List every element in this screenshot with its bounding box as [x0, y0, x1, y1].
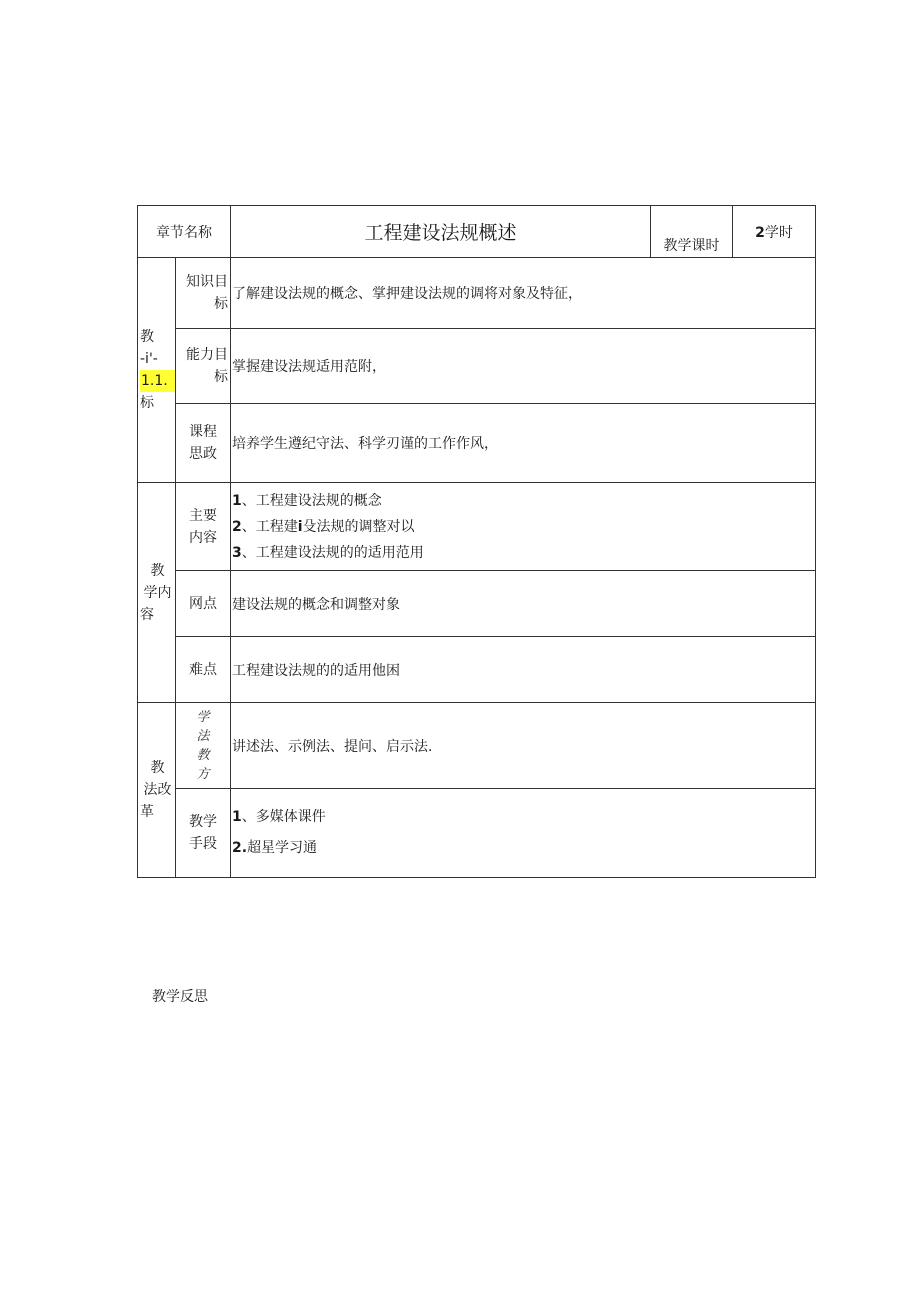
content-row-main: [138, 483, 816, 571]
chapter-title: 工程建设法规概述: [231, 206, 651, 258]
label-line: 主要: [189, 507, 217, 524]
hours-value: [733, 206, 816, 258]
knowledge-objective-label: [176, 258, 231, 329]
list-item: [232, 833, 815, 864]
ideology-objective-content: 培养学生遵纪守法、科学刃谨的工作作风，: [231, 404, 816, 483]
item-number: 2.: [232, 840, 248, 856]
lesson-plan-table: [137, 205, 816, 878]
group-label-line: 标: [140, 395, 154, 411]
list-item: [232, 514, 815, 540]
label-line: 标: [214, 369, 228, 385]
hours-unit: 学时: [764, 225, 793, 241]
item-text: 、工程建设法规的概念: [241, 492, 382, 509]
item-number: 2: [232, 518, 242, 535]
item-mark: i: [297, 518, 303, 535]
group-label-line: 法改: [143, 782, 172, 798]
group-label-line: 教: [140, 329, 154, 345]
group-label-line: 教: [150, 562, 165, 579]
item-text: 殳法规的调整对以: [302, 518, 415, 535]
item-number: 1: [232, 492, 242, 509]
main-content-label: [176, 483, 231, 571]
means-row: [138, 789, 816, 878]
item-text: 、工程建: [241, 518, 298, 535]
teaching-content-group-label: [138, 483, 176, 703]
group-label-line: [140, 370, 175, 392]
reflection-label: 教学反思: [152, 989, 208, 1005]
list-item: [232, 488, 815, 514]
item-text: 、工程建设法规的的适用范用: [241, 544, 424, 561]
item-number: 3: [232, 544, 242, 561]
label-line: 方: [196, 766, 210, 782]
item-text: 、多媒体课件: [241, 809, 326, 825]
content-row-key: [138, 571, 816, 637]
difficult-point-content: 工程建设法规的的适用他困: [231, 637, 816, 703]
ability-objective-label: [176, 329, 231, 404]
hours-number: 2: [755, 225, 765, 241]
group-label-line: 教: [150, 760, 165, 776]
objective-row-knowledge: [138, 258, 816, 329]
methods-content: 讲述法、示例法、提问、启示法.: [231, 703, 816, 789]
label-line: 教: [196, 747, 210, 763]
methods-label: [176, 703, 231, 789]
teaching-method-group-label: [138, 703, 176, 878]
label-line: 法: [196, 728, 210, 744]
knowledge-objective-content: 了解建设法规的概念、掌押建设法规的调将对象及特征，: [231, 258, 816, 329]
label-line: 能力目: [186, 347, 228, 363]
group-label-line: 革: [140, 804, 154, 820]
label-line: 学: [196, 709, 210, 725]
content-row-difficult: [138, 637, 816, 703]
item-number: 1: [232, 809, 242, 825]
label-line: 思政: [189, 446, 217, 462]
list-item: [232, 802, 815, 833]
key-point-content: 建设法规的概念和调整对象: [231, 571, 816, 637]
header-row: [138, 206, 816, 258]
label-line: 内容: [189, 529, 217, 546]
method-row: [138, 703, 816, 789]
means-label: [176, 789, 231, 878]
key-point-label: 网点: [176, 571, 231, 637]
main-content-list: [231, 483, 816, 571]
ideology-objective-label: [176, 404, 231, 483]
label-line: 教学: [189, 814, 217, 830]
group-label-line: 学内: [143, 584, 172, 601]
ability-objective-content: 掌握建设法规适用范附，: [231, 329, 816, 404]
label-line: 课程: [189, 424, 217, 440]
highlighted-text: 1.1.: [140, 370, 175, 392]
hours-label: 教学课时: [651, 206, 733, 258]
list-item: [232, 540, 815, 566]
difficult-point-label: 难点: [176, 637, 231, 703]
objectives-group-label: [138, 258, 176, 483]
label-line: 标: [214, 296, 228, 312]
label-line: 手段: [189, 836, 217, 852]
chapter-label: 章节名称: [138, 206, 231, 258]
item-text: 超星学习通: [247, 840, 318, 856]
label-line: 知识目: [186, 274, 228, 290]
group-label-line: -i'-: [140, 351, 158, 367]
objective-row-ability: [138, 329, 816, 404]
means-list: [231, 789, 816, 878]
objective-row-ideology: [138, 404, 816, 483]
group-label-line: 容: [140, 606, 154, 623]
